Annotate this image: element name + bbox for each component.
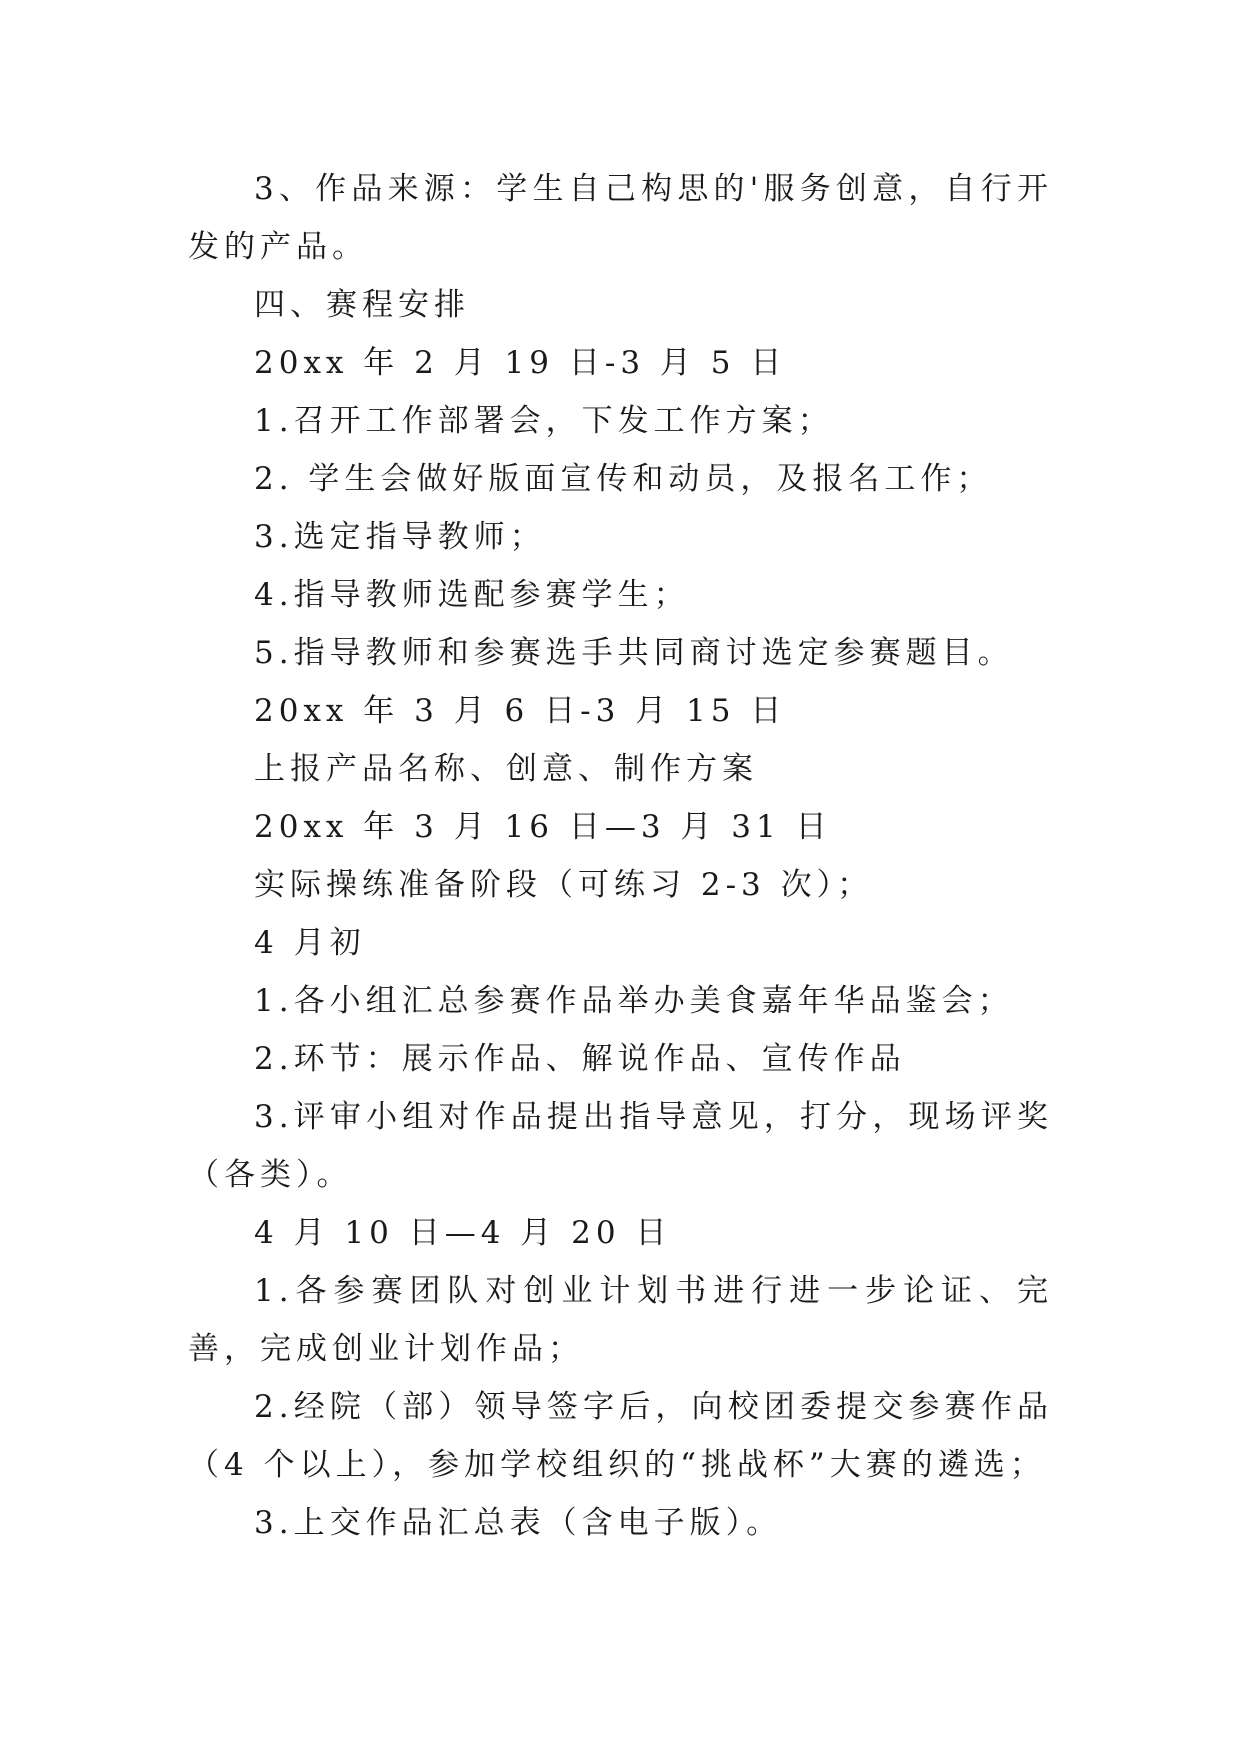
paragraph-work-source: 3、作品来源：学生自己构思的'服务创意，自行开发的产品。 — [188, 171, 1053, 265]
date-range-4: 4 月初 — [254, 925, 366, 961]
list-item: 3.选定指导教师； — [254, 519, 546, 555]
list-item: 1.各参赛团队对创业计划书进行进一步论证、完善，完成创业计划作品； — [188, 1273, 1053, 1367]
date-range-1: 20xx 年 2 月 19 日-3 月 5 日 — [254, 345, 787, 381]
list-item: 1.各小组汇总参赛作品举办美食嘉年华品鉴会； — [254, 983, 1014, 1019]
list-item: 2.经院（部）领导签字后，向校团委提交参赛作品（4 个以上），参加学校组织的“挑战杯”大赛的遴选； — [188, 1389, 1053, 1483]
list-item: 2. 学生会做好版面宣传和动员，及报名工作； — [254, 461, 993, 497]
list-item: 3.评审小组对作品提出指导意见，打分，现场评奖（各类）。 — [188, 1099, 1053, 1193]
list-item: 实际操练准备阶段（可练习 2-3 次）； — [254, 867, 874, 903]
date-range-2: 20xx 年 3 月 6 日-3 月 15 日 — [254, 693, 787, 729]
list-item: 5.指导教师和参赛选手共同商讨选定参赛题目。 — [254, 635, 1014, 671]
list-item: 4.指导教师选配参赛学生； — [254, 577, 690, 613]
list-item: 1.召开工作部署会，下发工作方案； — [254, 403, 834, 439]
section-heading-schedule: 四、赛程安排 — [254, 287, 470, 323]
list-item: 2.环节：展示作品、解说作品、宣传作品 — [254, 1041, 906, 1077]
list-item: 上报产品名称、创意、制作方案 — [254, 751, 758, 787]
date-range-5: 4 月 10 日—4 月 20 日 — [254, 1215, 672, 1251]
list-item: 3.上交作品汇总表（含电子版）。 — [254, 1505, 783, 1541]
date-range-3: 20xx 年 3 月 16 日—3 月 31 日 — [254, 809, 832, 845]
document-body — [188, 160, 1053, 1552]
